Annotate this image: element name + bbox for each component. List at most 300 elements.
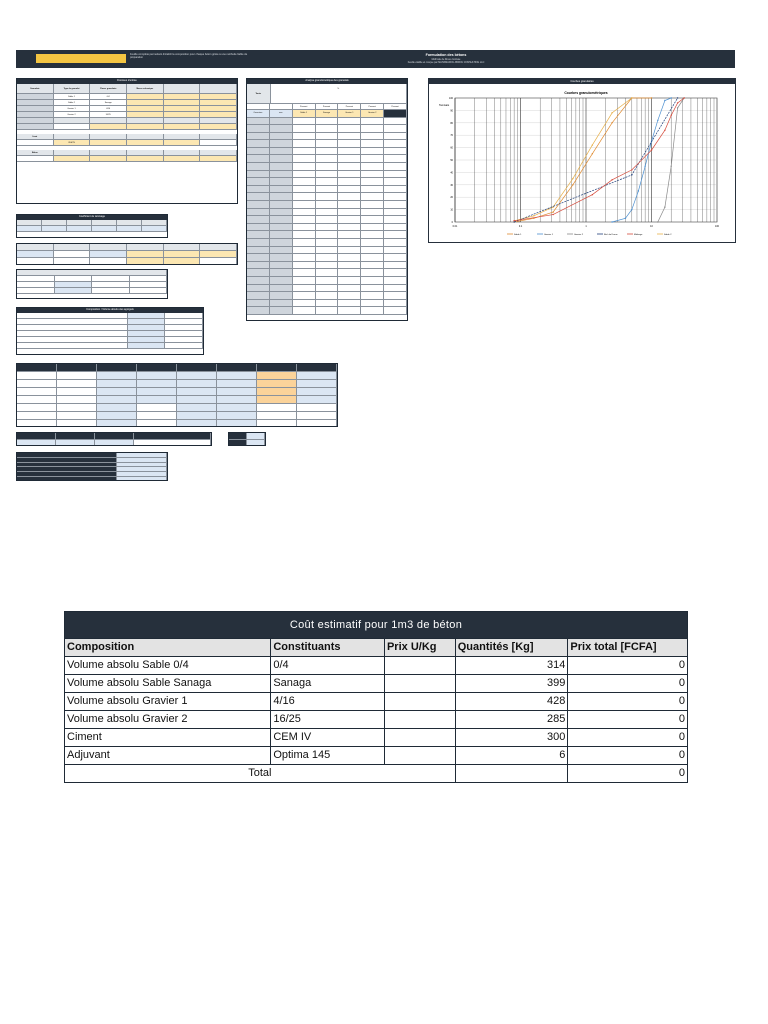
analysis-row: [247, 201, 407, 209]
analysis-cell: [361, 178, 384, 185]
analysis-cell: [293, 148, 316, 155]
analysis-cell: [338, 254, 361, 261]
mix-curve-point: [592, 194, 593, 195]
con-b6: [217, 380, 257, 387]
analysis-cell: [293, 269, 316, 276]
an-pct: %: [271, 84, 407, 103]
dos-h2: [54, 244, 91, 250]
ds-b1: [17, 458, 117, 462]
analysis-cell: [270, 209, 293, 216]
cell-beton-h1: [54, 150, 91, 155]
analysis-cell: [361, 224, 384, 231]
pt-c3: [92, 288, 130, 293]
con-e5: [177, 404, 217, 411]
mini-h2: [247, 433, 265, 439]
reference-curve-point: [513, 221, 514, 222]
con-e6: [217, 404, 257, 411]
analysis-cell: [247, 186, 270, 193]
chart-title: Courbes granulométriques: [564, 91, 608, 95]
con-c6: [217, 388, 257, 395]
analysis-row: [247, 118, 407, 126]
prix-total-cell: 0: [678, 731, 685, 743]
analysis-cell: [270, 216, 293, 223]
ds-e1: [17, 472, 117, 476]
header-banner: [16, 50, 735, 68]
y-tick-label: 100: [449, 97, 453, 100]
cell-beton-label: Béton: [17, 150, 54, 155]
con-b5: [177, 380, 217, 387]
analysis-cell: [384, 224, 407, 231]
con-c3: [97, 388, 137, 395]
analysis-cell: [316, 125, 339, 132]
con-f2: [57, 412, 97, 419]
prix-total-cell: 0: [678, 749, 685, 761]
legend-label: Gravier 2: [574, 234, 583, 236]
analysis-cell: [293, 193, 316, 200]
cell-y9: [200, 106, 237, 111]
comp-r5c: [165, 337, 203, 342]
total-value: 0: [678, 767, 685, 779]
analysis-cell: [316, 300, 339, 307]
comp-r5a: [17, 337, 128, 342]
analysis-cell: [316, 307, 339, 314]
prix-u-cell[interactable]: [385, 657, 456, 674]
an-mm: mm: [270, 110, 293, 117]
con-a7: [257, 372, 297, 379]
prix-u-cell[interactable]: [385, 729, 456, 746]
analysis-cell: [270, 307, 293, 314]
dos-h1: [17, 244, 54, 250]
analysis-cell: [384, 201, 407, 208]
sable1-curve-point: [572, 184, 573, 185]
comp-r6b: [128, 343, 166, 348]
cell-y6: [200, 100, 237, 105]
analysis-row: [247, 178, 407, 186]
con-e4: [137, 404, 177, 411]
mix-curve-point: [664, 130, 665, 131]
y-tick-label: 60: [450, 146, 453, 150]
con-g1: [17, 420, 57, 427]
analysis-cell: [338, 155, 361, 162]
sable2-curve-point: [572, 178, 573, 179]
analysis-cell: [338, 201, 361, 208]
analysis-row: [247, 292, 407, 300]
analysis-cell: [338, 285, 361, 292]
cell-y3: [200, 94, 237, 99]
an-p4: Passant: [361, 104, 384, 109]
sum-v1: [17, 440, 56, 446]
total-quantity: [456, 765, 569, 782]
pt-b4: [130, 282, 168, 287]
ds-a1: [17, 453, 117, 457]
analysis-cell: [247, 247, 270, 254]
cell-liant-h2: [90, 134, 127, 139]
analysis-cell: [361, 231, 384, 238]
con-e1: [17, 404, 57, 411]
prix-u-cell[interactable]: [385, 675, 456, 692]
legend-label: Mélange: [634, 234, 643, 236]
coef-v1: [17, 226, 42, 231]
analysis-row: [247, 247, 407, 255]
analysis-row: [247, 209, 407, 217]
analysis-cell: [293, 216, 316, 223]
pt-a1: [17, 276, 55, 281]
ds-b2: [117, 458, 167, 462]
sable2-curve-point: [611, 112, 612, 113]
cell-classe: Classe granulaire: [90, 84, 127, 93]
cell-beton-h5: [200, 150, 237, 155]
an-hmix: [384, 110, 407, 117]
analysis-cell: [247, 292, 270, 299]
an-hg2: Gravier 2: [361, 110, 384, 117]
pt-a2: [55, 276, 93, 281]
sable1-curve-point: [611, 122, 612, 123]
analysis-cell: [384, 285, 407, 292]
analysis-cell: [247, 133, 270, 140]
composition-cell: Volume absolu Gravier 2: [65, 711, 271, 728]
gravier1-curve-point: [671, 97, 672, 98]
con-f3: [97, 412, 137, 419]
analysis-row: [247, 277, 407, 285]
analysis-cell: [293, 300, 316, 307]
analysis-cell: [293, 140, 316, 147]
analysis-cell: [316, 231, 339, 238]
analysis-cell: [361, 300, 384, 307]
dos-h4: [127, 244, 164, 250]
sum-v4: [134, 440, 211, 446]
analysis-cell: [384, 231, 407, 238]
coef-v4: [92, 226, 117, 231]
analysis-cell: [293, 186, 316, 193]
analysis-cell: [361, 269, 384, 276]
cell-blank-i: [164, 118, 201, 123]
gravier1-curve-point: [657, 120, 658, 121]
cell-liant-blank: [17, 140, 54, 145]
cost-row: [65, 746, 687, 764]
an-hg1: Gravier 1: [338, 110, 361, 117]
dosage-panel: [16, 243, 238, 265]
analysis-cell: [384, 292, 407, 299]
cell-beton-y4: [164, 156, 201, 161]
analysis-cell: [316, 140, 339, 147]
total-label: Total: [65, 765, 456, 782]
dos-v2: [54, 251, 91, 257]
con-h4: [137, 364, 177, 371]
cell-type-granulat: Type de granulat: [54, 84, 91, 93]
comp-r4a: [17, 331, 128, 336]
composition-panel: [16, 307, 204, 355]
analysis-title: Analyse granulométrique des granulats: [247, 79, 407, 84]
sable1-curve-point: [592, 153, 593, 154]
composition-cell: Volume absolu Sable 0/4: [65, 657, 271, 674]
analysis-cell: [316, 155, 339, 162]
cost-table-title: Coût estimatif pour 1m3 de béton: [65, 612, 687, 638]
mini-v1: [229, 440, 247, 446]
analysis-cell: [384, 269, 407, 276]
x-tick-label: 100: [715, 225, 719, 228]
con-g6: [217, 420, 257, 427]
analysis-cell: [384, 133, 407, 140]
banner-subtitle-2: Feuille établie et conçue par MAHAMADOU ABDOU CONSULTING LLC: [407, 61, 485, 64]
dos-v6: [200, 251, 237, 257]
analysis-cell: [384, 193, 407, 200]
quantite-cell: 6: [456, 747, 569, 764]
analysis-cell: [361, 163, 384, 170]
con-d1: [17, 396, 57, 403]
analysis-cell: [316, 269, 339, 276]
ds-f2: [117, 477, 167, 481]
dos-w4: [127, 258, 164, 264]
analysis-cell: [270, 247, 293, 254]
cell-blank-l: [54, 124, 91, 129]
analysis-cell: [316, 171, 339, 178]
analysis-cell: [270, 239, 293, 246]
analysis-cell: [338, 269, 361, 276]
analysis-cell: [247, 254, 270, 261]
analysis-cell: [361, 171, 384, 178]
analysis-cell: [247, 269, 270, 276]
sum-h3: [95, 433, 134, 439]
composition-cell: Volume absolu Sable Sanaga: [65, 675, 271, 692]
cell-liant-h5: [200, 134, 237, 139]
mix-curve-point: [552, 214, 553, 215]
analysis-row: [247, 254, 407, 262]
analysis-cell: [293, 307, 316, 314]
analysis-cell: [338, 209, 361, 216]
prix-u-cell[interactable]: [385, 693, 456, 710]
analysis-row: [247, 262, 407, 270]
analysis-cell: [293, 262, 316, 269]
cell-y11: [164, 112, 201, 117]
col-constituants: Constituants: [271, 639, 385, 656]
analysis-cell: [338, 224, 361, 231]
analysis-cell: [316, 209, 339, 216]
con-d8: [297, 396, 337, 403]
ds-e2: [117, 472, 167, 476]
analysis-cell: [338, 163, 361, 170]
coef-h4: [92, 220, 117, 225]
cost-row: [65, 728, 687, 746]
dos-w2: [54, 258, 91, 264]
analysis-cell: [316, 285, 339, 292]
analysis-row: [247, 239, 407, 247]
analysis-cell: [361, 193, 384, 200]
cell-gravier1: Gravier 1: [54, 106, 91, 111]
cell-sable2: Sable 2: [54, 100, 91, 105]
cell-beton-h3: [127, 150, 164, 155]
coef-h5: [117, 220, 142, 225]
analysis-cell: [270, 178, 293, 185]
analysis-row: [247, 269, 407, 277]
dos-w1: [17, 258, 54, 264]
gravier1-curve-point: [631, 209, 632, 210]
analysis-cell: [247, 178, 270, 185]
con-h5: [177, 364, 217, 371]
composition-cell: Adjuvant: [65, 747, 271, 764]
con-a5: [177, 372, 217, 379]
an-s1: [247, 104, 270, 109]
con-a2: [57, 372, 97, 379]
con-f1: [17, 412, 57, 419]
input-data-panel: [16, 78, 238, 204]
analysis-cell: [270, 148, 293, 155]
pt-h: [17, 270, 167, 275]
analysis-cell: [384, 118, 407, 125]
cell-y12: [200, 112, 237, 117]
cell-y15: [164, 124, 201, 129]
analysis-cell: [316, 133, 339, 140]
legend-label: Sable 2: [664, 234, 672, 236]
quantite-cell: 399: [456, 675, 569, 692]
prix-u-cell[interactable]: [385, 711, 456, 728]
analysis-cell: [293, 285, 316, 292]
con-e3: [97, 404, 137, 411]
con-b1: [17, 380, 57, 387]
cell-liant-h1: [54, 134, 91, 139]
analysis-cell: [270, 125, 293, 132]
gravier1-curve-point: [664, 100, 665, 101]
analysis-cell: [361, 155, 384, 162]
analysis-cell: [384, 186, 407, 193]
analysis-cell: [270, 262, 293, 269]
cell-masse: Masse volumique: [127, 84, 164, 93]
mix-curve-point: [651, 149, 652, 150]
analysis-cell: [316, 292, 339, 299]
pt-a4: [130, 276, 168, 281]
analysis-cell: [338, 307, 361, 314]
analysis-cell: [316, 193, 339, 200]
analysis-cell: [293, 201, 316, 208]
legend-label: Ref. de Dreux: [604, 234, 618, 236]
gravier2-curve-point: [677, 107, 678, 108]
gravier2-curve-point: [657, 221, 658, 222]
analysis-cell: [361, 307, 384, 314]
cell-granulats-label: Granulats: [17, 84, 54, 93]
cell-y2: [164, 94, 201, 99]
analysis-cell: [316, 216, 339, 223]
analysis-cell: [338, 186, 361, 193]
sable1-curve-point: [651, 97, 652, 98]
mini-v2: [247, 440, 265, 446]
analysis-cell: [293, 209, 316, 216]
analysis-cell: [384, 300, 407, 307]
cell-liant-y1: [90, 140, 127, 145]
cell-gravier2: Gravier 2: [54, 112, 91, 117]
con-h3: [97, 364, 137, 371]
analysis-cell: [247, 140, 270, 147]
sable2-curve-point: [533, 215, 534, 216]
con-g5: [177, 420, 217, 427]
cell-beton-blank: [17, 156, 54, 161]
analysis-cell: [316, 224, 339, 231]
analysis-cell: [361, 133, 384, 140]
con-c8: [297, 388, 337, 395]
analysis-cell: [338, 133, 361, 140]
con-a3: [97, 372, 137, 379]
analysis-row: [247, 186, 407, 194]
con-e2: [57, 404, 97, 411]
banner-blurb: Feuille complète permettant d'établir la composition pour chaque béton grâce à une méthode fiable de préparation: [130, 53, 248, 60]
x-tick-label: 0.01: [452, 225, 458, 228]
prix-u-cell[interactable]: [385, 747, 456, 764]
con-f7: [257, 412, 297, 419]
analysis-cell: [270, 133, 293, 140]
input-data-title: Données d'entrée: [17, 79, 237, 84]
analysis-cell: [293, 155, 316, 162]
constituant-cell: Optima 145: [271, 747, 385, 764]
dos-h5: [164, 244, 201, 250]
mix-curve-point: [677, 102, 678, 103]
sum-h4: [134, 433, 211, 439]
coef-v3: [67, 226, 92, 231]
y-tick-label: 90: [450, 109, 453, 113]
analysis-cell: [384, 254, 407, 261]
analysis-cell: [270, 201, 293, 208]
dos-h6: [200, 244, 237, 250]
chart-ylabel: Tamisats: [439, 104, 450, 107]
analysis-cell: [247, 277, 270, 284]
analysis-cell: [247, 163, 270, 170]
an-p3: Passant: [338, 104, 361, 109]
con-b3: [97, 380, 137, 387]
quantite-cell: 314: [456, 657, 569, 674]
dos-v5: [164, 251, 201, 257]
analysis-cell: [293, 292, 316, 299]
coef-h2: [42, 220, 67, 225]
analysis-cell: [293, 171, 316, 178]
analysis-cell: [361, 148, 384, 155]
an-hs1: Sable 1: [293, 110, 316, 117]
analysis-cell: [361, 239, 384, 246]
dos-w5: [164, 258, 201, 264]
analysis-cell: [361, 277, 384, 284]
analysis-cell: [247, 216, 270, 223]
cell-beton-h4: [164, 150, 201, 155]
cell-liant-blank2: [200, 140, 237, 145]
cost-body: [65, 656, 687, 764]
analysis-cell: [384, 277, 407, 284]
comp-r6a: [17, 343, 128, 348]
mini-h1: [229, 433, 247, 439]
quantite-cell: 300: [456, 729, 569, 746]
analysis-cell: [384, 239, 407, 246]
cell-liant-label: Liant: [17, 134, 54, 139]
analysis-cell: [316, 277, 339, 284]
cell-blank-h2: [200, 84, 237, 93]
analysis-cell: [293, 239, 316, 246]
con-b7: [257, 380, 297, 387]
analysis-cell: [293, 133, 316, 140]
analysis-cell: [247, 262, 270, 269]
dos-v4: [127, 251, 164, 257]
analysis-cell: [293, 118, 316, 125]
pt-c4: [130, 288, 168, 293]
cost-row: [65, 692, 687, 710]
analysis-cell: [361, 125, 384, 132]
analysis-cell: [247, 118, 270, 125]
chart-panel-title: Courbes granulaires: [429, 79, 735, 84]
analysis-cell: [293, 178, 316, 185]
analysis-cell: [338, 262, 361, 269]
analysis-row: [247, 171, 407, 179]
analysis-row: [247, 216, 407, 224]
analysis-cell: [361, 262, 384, 269]
sable2-curve-point: [552, 206, 553, 207]
analysis-cell: [338, 216, 361, 223]
mix-curve-point: [611, 179, 612, 180]
con-g4: [137, 420, 177, 427]
analysis-cell: [270, 118, 293, 125]
